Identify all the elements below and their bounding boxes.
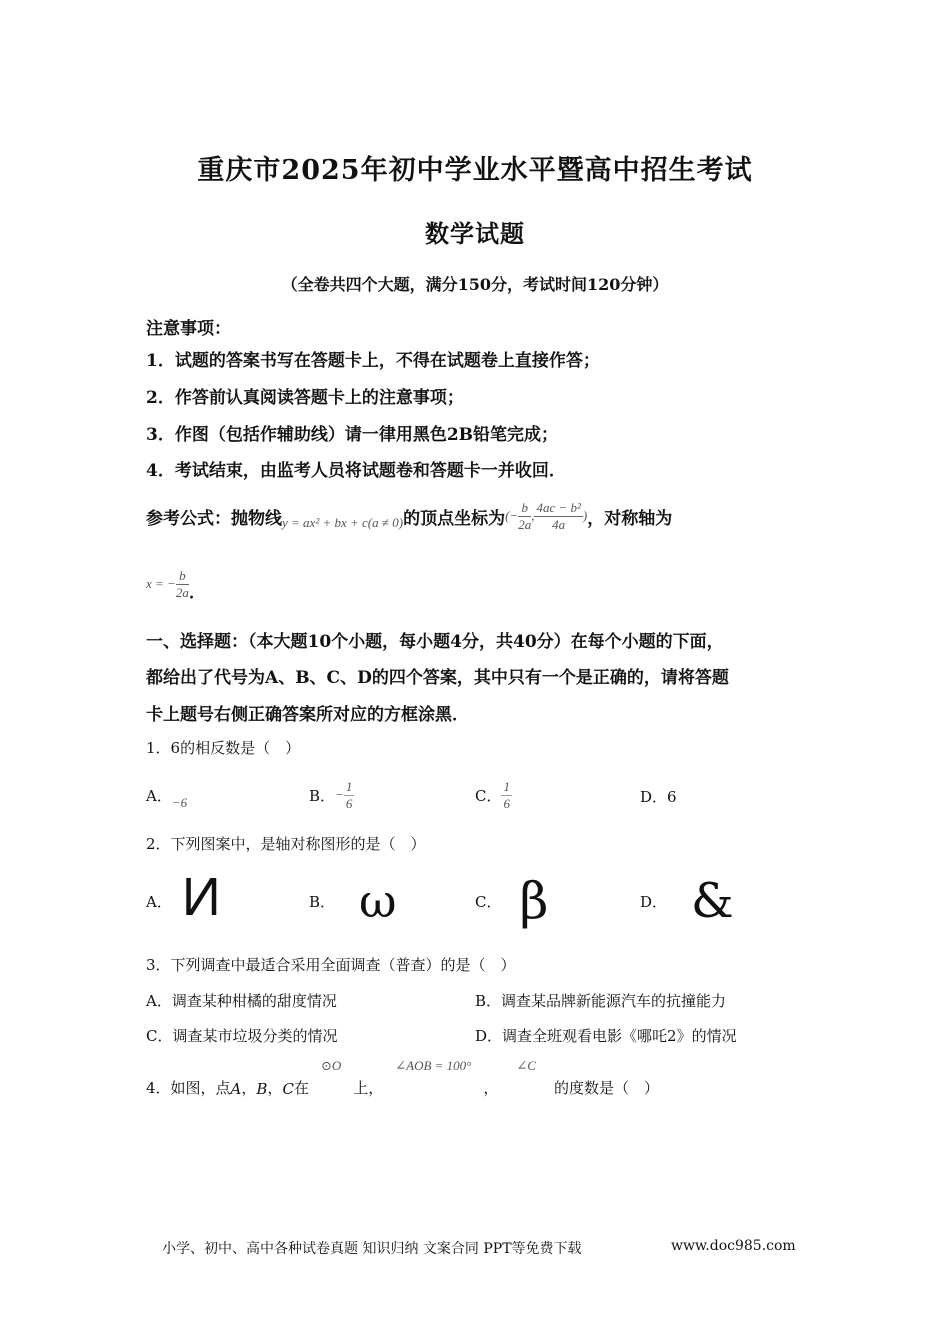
option-fraction [344, 779, 355, 812]
q4-separator: ， [267, 1079, 283, 1097]
point-c: C [282, 1080, 294, 1098]
vertex-num-1: b [518, 500, 531, 517]
vertex-text: 的顶点坐标为 [403, 508, 506, 529]
q4-text: 上， [353, 1079, 384, 1097]
formula-prefix: 参考公式：抛物线 [146, 508, 282, 529]
option-label: A． [146, 786, 172, 805]
vertex-fraction-2 [534, 500, 582, 533]
vertex-comma: , [531, 508, 535, 523]
parabola-equation: y = ax² + bx + c(a ≠ 0) [282, 515, 404, 530]
fraction-num: 1 [503, 778, 510, 794]
point-a: A [230, 1080, 242, 1098]
reference-formula [146, 496, 672, 536]
q4-text: 4．如图，点 [146, 1079, 231, 1097]
question-3-stem: 3．下列调查中最适合采用全面调查（普查）的是（ ） [146, 956, 516, 974]
note-item: 1．试题的答案书写在答题卡上，不得在试题卷上直接作答； [146, 351, 600, 371]
q2-option-a [146, 866, 221, 936]
fraction-den: 6 [503, 795, 510, 811]
section-heading: 一、选择题：（本大题10个小题，每小题4分，共40分）在每个小题的下面， [146, 632, 724, 652]
vertex-den-2: 4a [552, 516, 566, 532]
exam-title: 重庆市2025年初中学业水平暨高中招生考试 [197, 155, 753, 186]
section-heading-line: 都给出了代号为A、B、C、D的四个答案，其中只有一个是正确的，请将答题 [146, 668, 729, 688]
fraction-den: 6 [345, 795, 353, 811]
q3-option-a: A．调查某种柑橘的甜度情况 [146, 992, 337, 1010]
vertex-fraction-1 [518, 500, 531, 533]
axis-lhs: x = − [146, 576, 176, 591]
exam-subject: 数学试题 [425, 219, 525, 248]
option-label: A． [146, 892, 172, 911]
vertex-den-1: 2a [518, 516, 532, 532]
question-1-stem: 1．6的相反数是（ ） [146, 739, 301, 757]
angle-aob: ∠AOB = 100° [395, 1058, 472, 1073]
q2-option-b [309, 866, 397, 936]
q1-option-d: D．6 [640, 788, 677, 806]
point-b: B [256, 1080, 268, 1098]
question-4-stem [146, 1058, 659, 1098]
option-fraction [501, 779, 512, 812]
angle-c: ∠C [516, 1058, 536, 1073]
axis-fraction [176, 568, 189, 601]
notes-heading: 注意事项： [146, 319, 231, 339]
axis-den: 2a [175, 584, 189, 600]
axis-end: ． [188, 582, 206, 603]
note-item: 4．考试结束，由监考人员将试题卷和答题卡一并收回． [146, 461, 566, 481]
option-value: −6 [171, 795, 188, 810]
q4-text: 在 [293, 1079, 309, 1097]
q1-option-c [475, 772, 512, 818]
option-label: D． [640, 892, 668, 911]
cyrillic-i-figure: И [181, 867, 221, 927]
option-label: B． [309, 892, 336, 911]
question-2-stem: 2．下列图案中，是轴对称图形的是（ ） [146, 835, 426, 853]
option-sign: − [335, 787, 344, 802]
q3-option-b: B．调查某品牌新能源汽车的抗撞能力 [475, 992, 727, 1010]
q1-option-b [309, 772, 354, 818]
note-item: 3．作图（包括作辅助线）请一律用黑色2B铅笔完成； [146, 425, 559, 445]
ampersand-figure: & [691, 873, 734, 929]
option-label: C． [475, 892, 502, 911]
q2-option-d [640, 866, 734, 936]
q4-text: ， [483, 1079, 499, 1097]
circle-o-symbol: ⊙O [320, 1058, 342, 1073]
q3-option-c: C．调查某市垃圾分类的情况 [146, 1027, 338, 1045]
section-heading-line: 卡上题号右侧正确答案所对应的方框涂黑． [146, 705, 469, 725]
q4-text: 的度数是（ ） [553, 1079, 659, 1097]
vertex-open: (− [505, 508, 519, 523]
axis-formula [146, 564, 206, 604]
omega-figure: ω [359, 874, 397, 928]
axis-num: b [176, 568, 189, 585]
q3-option-d: D．调查全班观看电影《哪吒2》的情况 [475, 1027, 737, 1045]
q1-option-a [146, 772, 187, 818]
beta-figure: β [519, 872, 549, 930]
note-item: 2．作答前认真阅读答题卡上的注意事项； [146, 388, 464, 408]
axis-text: ，对称轴为 [587, 508, 673, 529]
vertex-num-2: 4ac − b² [536, 499, 581, 515]
footer-url[interactable]: www.doc985.com [671, 1238, 796, 1254]
option-label: C． [475, 786, 502, 805]
vertex-close: ) [582, 508, 588, 523]
option-label: B． [309, 786, 336, 805]
q4-separator: ， [241, 1079, 257, 1097]
q2-option-c [475, 866, 548, 936]
exam-info: （全卷共四个大题，满分150分，考试时间120分钟） [281, 275, 669, 294]
fraction-num: 1 [345, 778, 353, 794]
footer-text: 小学、初中、高中各种试卷真题 知识归纳 文案合同 PPT等免费下载 [162, 1241, 582, 1257]
